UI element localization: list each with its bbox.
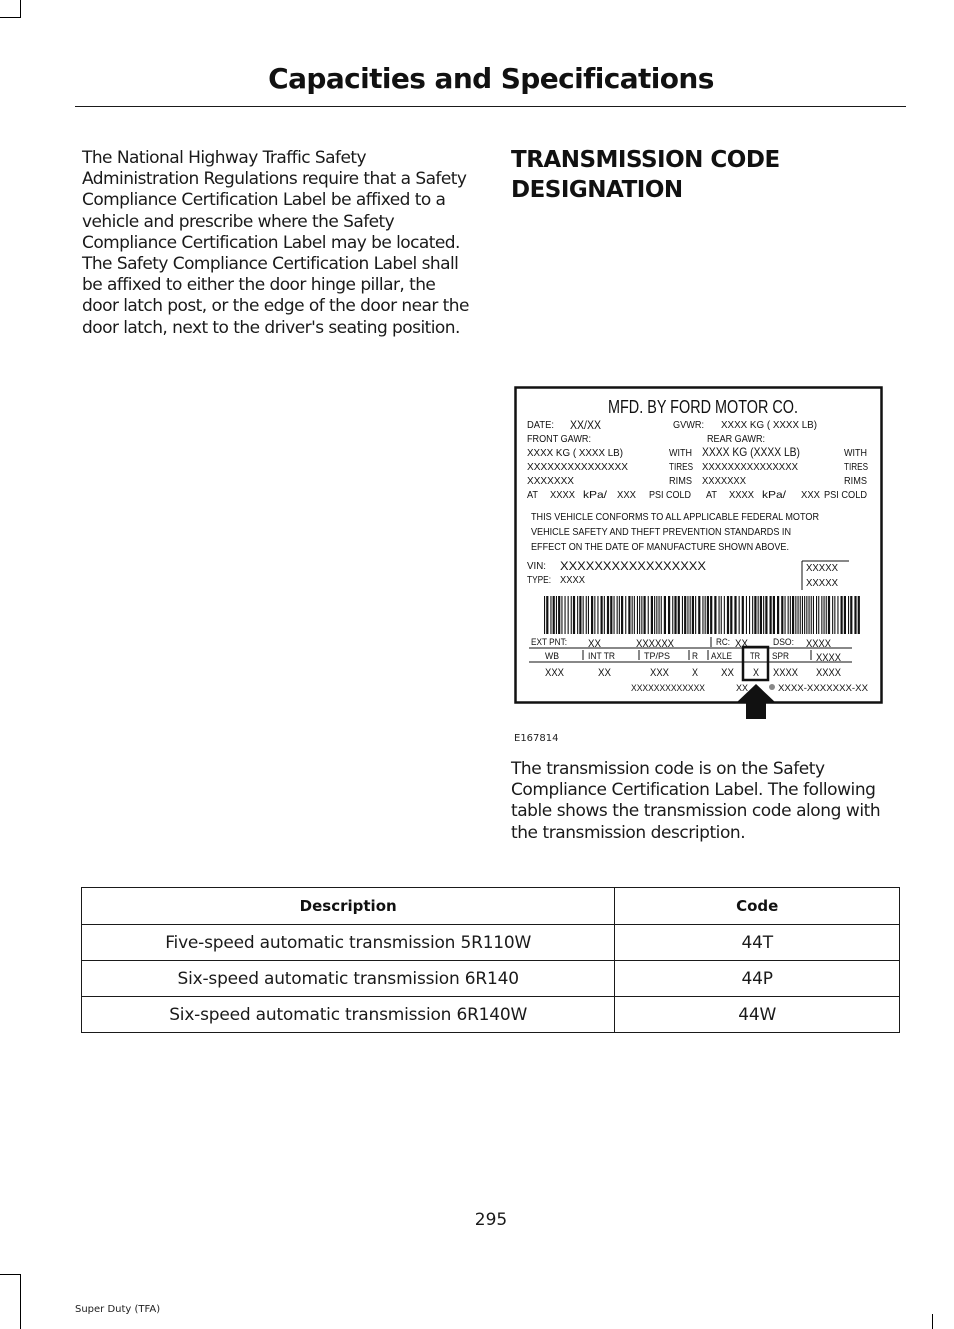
barcode-bar <box>727 596 729 634</box>
label-front-code-short: XXXXXXX <box>527 475 574 487</box>
label-rear-xxx: XXX <box>801 489 820 501</box>
label-gvwr-label: GVWR: <box>673 419 704 431</box>
page-number: 295 <box>474 1210 508 1230</box>
label-wb-value: XXX <box>545 667 565 679</box>
barcode-bar <box>758 596 759 634</box>
label-axle: AXLE <box>711 651 732 662</box>
label-conform-line-1: THIS VEHICLE CONFORMS TO ALL APPLICABLE FEDERAL MOTOR <box>531 511 820 523</box>
barcode-bar <box>550 596 551 634</box>
barcode-bar <box>719 596 720 634</box>
barcode-bar <box>752 596 753 634</box>
cell-description: Six-speed automatic transmission 6R140 <box>82 961 615 997</box>
barcode-bar <box>802 596 803 634</box>
barcode-bar <box>573 596 575 634</box>
barcode-bar <box>558 596 560 634</box>
crop-mark <box>20 1274 21 1329</box>
label-rear-psi: PSI COLD <box>824 489 868 501</box>
cell-description: Five-speed automatic transmission 5R110W <box>82 925 615 961</box>
label-front-psi: PSI COLD <box>649 489 692 501</box>
label-maker: MFD. BY FORD MOTOR CO. <box>608 397 798 417</box>
cell-code: 44W <box>615 997 900 1033</box>
barcode-bar <box>710 596 712 634</box>
barcode-bar <box>556 596 557 634</box>
label-int-tr: INT TR <box>588 651 616 662</box>
barcode-bar <box>588 596 589 634</box>
title-rule <box>75 106 906 107</box>
cell-description: Six-speed automatic transmission 6R140W <box>82 997 615 1033</box>
label-spr-value: XXXX <box>773 667 799 679</box>
barcode-bar <box>821 596 822 634</box>
barcode-bar <box>544 596 545 634</box>
barcode-bar <box>668 596 670 634</box>
barcode-bar <box>656 596 657 634</box>
label-tp-ps-value: XXX <box>650 667 670 679</box>
label-front-code-long: XXXXXXXXXXXXXXX <box>527 461 628 473</box>
crop-mark <box>0 17 20 18</box>
transmission-table <box>81 887 900 1033</box>
barcode-bar <box>568 596 569 634</box>
label-spr: SPR <box>772 651 790 662</box>
barcode-bar <box>702 596 703 634</box>
table-row <box>82 997 900 1033</box>
barcode-bar <box>684 596 686 634</box>
label-rear-gawr-label: REAR GAWR: <box>707 433 765 445</box>
barcode-bar <box>648 596 649 634</box>
barcode-bar <box>828 596 830 634</box>
barcode-bar <box>610 596 612 634</box>
barcode-bar <box>690 596 691 634</box>
barcode-bar <box>760 596 762 634</box>
label-conform-line-2: VEHICLE SAFETY AND THEFT PREVENTION STANDARDS IN <box>531 526 791 538</box>
footer-vehicle: Super Duty (TFA) <box>75 1304 161 1315</box>
barcode-bar <box>597 596 598 634</box>
barcode-bar <box>621 596 623 634</box>
barcode-bar <box>664 596 666 634</box>
barcode-bar <box>781 596 783 634</box>
barcode-bar <box>818 596 819 634</box>
label-rear-code-short: XXXXXXX <box>702 475 746 487</box>
label-wb: WB <box>545 651 559 662</box>
certification-label-figure <box>514 386 884 722</box>
barcode-bar <box>678 596 680 634</box>
label-spr-right-value: XXXX <box>816 667 842 679</box>
label-vin-label: VIN: <box>527 560 546 572</box>
barcode-bar <box>754 596 756 634</box>
body-paragraph: The transmission code is on the Safety Compliance Certification Label. The following table shows the transmission code along with the transmission description. <box>511 759 881 843</box>
label-r: R <box>692 651 699 662</box>
label-r-value: X <box>692 667 699 679</box>
label-gvwr-value: XXXX KG ( XXXX LB) <box>721 419 817 431</box>
barcode-bar <box>724 596 725 634</box>
barcode-bar <box>858 596 860 634</box>
barcode-bar <box>763 596 764 634</box>
label-dso-value: XXXX <box>806 638 832 650</box>
barcode-bar <box>811 596 812 634</box>
barcode-bar <box>698 596 700 634</box>
label-recycle-icon <box>769 684 775 690</box>
label-front-tires: TIRES <box>669 461 693 473</box>
barcode-bar <box>617 596 618 634</box>
label-tr-value: X <box>753 667 760 679</box>
label-conform-line-3: EFFECT ON THE DATE OF MANUFACTURE SHOWN ABOVE. <box>531 541 789 553</box>
barcode-bar <box>634 596 635 634</box>
barcode-bar <box>832 596 833 634</box>
header-code: Code <box>615 888 900 925</box>
cell-code: 44P <box>615 961 900 997</box>
label-date-value: XX/XX <box>570 418 601 432</box>
intro-paragraph: The National Highway Traffic Safety Administration Regulations require that a Safety Compliance Certification Label be affixed to a vehicle and prescribe where the Safety Compliance Certification Label may be located. The Safety Compliance Certification Label shall be affixed to either the door hinge pillar, the door latch post, or the edge of the door near the door latch, next to the driver's seating position. <box>82 148 469 338</box>
label-rc-value: XX <box>735 638 749 650</box>
label-rear-xxxx: XXXX <box>729 489 754 501</box>
barcode-bar <box>553 596 555 634</box>
label-box-line-1: XXXXX <box>806 562 838 574</box>
label-rear-rims: RIMS <box>844 475 867 487</box>
barcode-bar <box>661 596 662 634</box>
barcode-bar <box>644 596 646 634</box>
barcode-bar <box>707 596 709 634</box>
barcode-bar <box>734 596 736 634</box>
barcode-bar <box>594 596 595 634</box>
label-front-kg: XXXX KG ( XXXX LB) <box>527 447 623 459</box>
label-ext-pnt-value: XX <box>588 638 602 650</box>
label-dso: DSO: <box>773 637 794 648</box>
barcode-bar <box>777 596 779 634</box>
barcode-bar <box>705 596 706 634</box>
barcode-bar <box>800 596 801 634</box>
cell-code: 44T <box>615 925 900 961</box>
barcode-bar <box>692 596 694 634</box>
barcode-bar <box>844 596 846 634</box>
barcode-bar <box>577 596 578 634</box>
barcode-bar <box>561 596 562 634</box>
barcode-bar <box>625 596 626 634</box>
barcode-bar <box>654 596 655 634</box>
barcode-bar <box>770 596 772 634</box>
page-title: Capacities and Specifications <box>268 62 714 95</box>
barcode-bar <box>614 596 615 634</box>
barcode-bar <box>591 596 593 634</box>
barcode-bar <box>607 596 609 634</box>
crop-mark <box>20 0 21 18</box>
barcode-bar <box>714 596 716 634</box>
barcode-bar <box>826 596 827 634</box>
barcode-bar <box>806 596 807 634</box>
barcode-bar <box>637 596 638 634</box>
barcode-bar <box>659 596 660 634</box>
barcode-bar <box>785 596 786 634</box>
label-bottom-code: XXXXXXXXXXXXX <box>631 683 706 694</box>
label-bottom-part: XXXX-XXXXXXX-XX <box>778 683 869 694</box>
label-front-kpa: kPa/ <box>583 489 608 501</box>
label-int-tr-value: XX <box>598 667 612 679</box>
barcode-bar <box>695 596 696 634</box>
barcode-bar <box>674 596 676 634</box>
label-front-with: WITH <box>669 447 692 459</box>
label-tr: TR <box>750 651 761 662</box>
label-type-label: TYPE: <box>527 574 551 586</box>
barcode-bar <box>749 596 750 634</box>
barcode-bar <box>546 596 548 634</box>
barcode-bar <box>809 596 810 634</box>
label-front-gawr-label: FRONT GAWR: <box>527 433 591 445</box>
barcode-bar <box>632 596 633 634</box>
barcode-bar <box>604 596 605 634</box>
barcode-bar <box>804 596 805 634</box>
barcode-bar <box>579 596 581 634</box>
label-front-xxxx: XXXX <box>550 489 575 501</box>
barcode-bar <box>628 596 630 634</box>
label-vin-value: XXXXXXXXXXXXXXXXX <box>560 559 706 573</box>
label-axle-value: XX <box>721 667 735 679</box>
barcode-bar <box>601 596 603 634</box>
barcode-bar <box>837 596 838 634</box>
crop-mark <box>932 1314 933 1329</box>
barcode-bar <box>765 596 767 634</box>
label-ext-pnt: EXT PNT: <box>531 637 567 648</box>
label-tp-ps: TP/PS <box>644 651 670 662</box>
header-description: Description <box>82 888 615 925</box>
barcode-bar <box>721 596 722 634</box>
label-rc: RC: <box>716 637 730 648</box>
label-rear-kg: XXXX KG (XXXX LB) <box>702 445 800 459</box>
barcode-bar <box>730 596 732 634</box>
label-ext-extra: XXXXXX <box>636 638 675 650</box>
barcode-bar <box>773 596 775 634</box>
barcode-bar <box>586 596 587 634</box>
barcode-bar <box>651 596 653 634</box>
barcode-bar <box>687 596 688 634</box>
barcode-bar <box>798 596 799 634</box>
section-heading: TRANSMISSION CODE DESIGNATION <box>511 147 780 203</box>
label-front-at: AT <box>527 489 539 501</box>
label-date-label: DATE: <box>527 419 554 431</box>
barcode-bar <box>850 596 852 634</box>
barcode-bar <box>813 596 814 634</box>
barcode-bar <box>746 596 747 634</box>
barcode-bar <box>824 596 825 634</box>
barcode-bar <box>790 596 791 634</box>
label-front-rims: RIMS <box>669 475 692 487</box>
barcode-bar <box>739 596 740 634</box>
label-rear-tires: TIRES <box>844 461 868 473</box>
table-row <box>82 961 900 997</box>
barcode-bar <box>841 596 843 634</box>
barcode-bar <box>583 596 584 634</box>
label-front-xxx: XXX <box>617 489 636 501</box>
barcode-bar <box>742 596 744 634</box>
barcode-bar <box>619 596 620 634</box>
crop-mark <box>0 1274 20 1275</box>
barcode-bar <box>848 596 849 634</box>
barcode-bar <box>795 596 796 634</box>
table-row <box>82 925 900 961</box>
label-rear-at: AT <box>706 489 718 501</box>
label-spr-right: XXXX <box>816 652 842 664</box>
barcode-bar <box>672 596 673 634</box>
barcode-bar <box>565 596 566 634</box>
label-rear-kpa: kPa/ <box>762 489 787 501</box>
barcode-bar <box>854 596 856 634</box>
barcode-bar <box>816 596 817 634</box>
label-bottom-xx: XX <box>736 683 749 694</box>
barcode-bar <box>788 596 789 634</box>
barcode-bar <box>792 596 794 634</box>
barcode-bar <box>641 596 642 634</box>
figure-id: E167814 <box>514 733 559 744</box>
barcode-bar <box>682 596 683 634</box>
label-box-line-2: XXXXX <box>806 577 838 589</box>
label-rear-code-long: XXXXXXXXXXXXXXX <box>702 461 798 473</box>
label-rear-with: WITH <box>844 447 867 459</box>
barcode-bar <box>834 596 835 634</box>
barcode-bar <box>571 596 572 634</box>
label-type-value: XXXX <box>560 574 585 586</box>
barcode-bar <box>639 596 640 634</box>
table-header-row <box>82 888 900 925</box>
